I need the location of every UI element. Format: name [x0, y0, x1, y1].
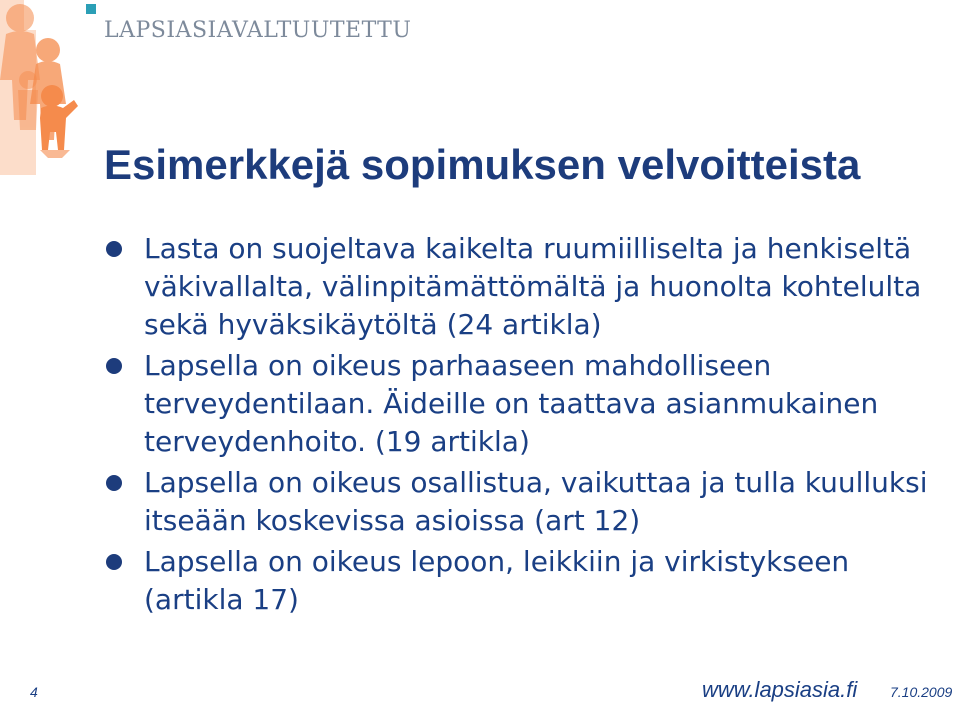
page-number: 4 [30, 684, 38, 700]
bullet-text: Lapsella on oikeus lepoon, leikkiin ja virkistykseen (artikla 17) [144, 545, 850, 616]
bullet-item [104, 543, 944, 619]
bullet-dot-icon [106, 358, 122, 374]
bullet-list [104, 230, 944, 622]
bullet-dot-icon [106, 241, 122, 257]
bullet-text: Lapsella on oikeus parhaaseen mahdolliseen terveydentilaan. Äideille on taattava asianmukainen terveydenhoito. (19 artikla) [144, 349, 879, 458]
bullet-dot-icon [106, 554, 122, 570]
slide-title: Esimerkkejä sopimuksen velvoitteista [104, 141, 861, 188]
footer-url-link[interactable]: www.lapsiasia.fi [702, 677, 858, 702]
bullet-item [104, 230, 944, 344]
bullet-item [104, 347, 944, 461]
brand-square [86, 4, 96, 14]
bullet-item [104, 464, 944, 540]
bullet-text: Lapsella on oikeus osallistua, vaikuttaa ja tulla kuulluksi itseään koskevissa asioissa (art 12) [144, 466, 928, 537]
bullet-dot-icon [106, 475, 122, 491]
brand-name: LAPSIASIAVALTUUTETTU [104, 18, 412, 43]
footer-date: 7.10.2009 [890, 684, 953, 700]
bullet-text: Lasta on suojeltava kaikelta ruumiilliselta ja henkiseltä väkivallalta, välinpitämättömältä ja huonolta kohtelulta sekä hyväksikäytöltä (24 artikla) [144, 232, 922, 341]
children-figures-logo-icon [0, 0, 95, 175]
